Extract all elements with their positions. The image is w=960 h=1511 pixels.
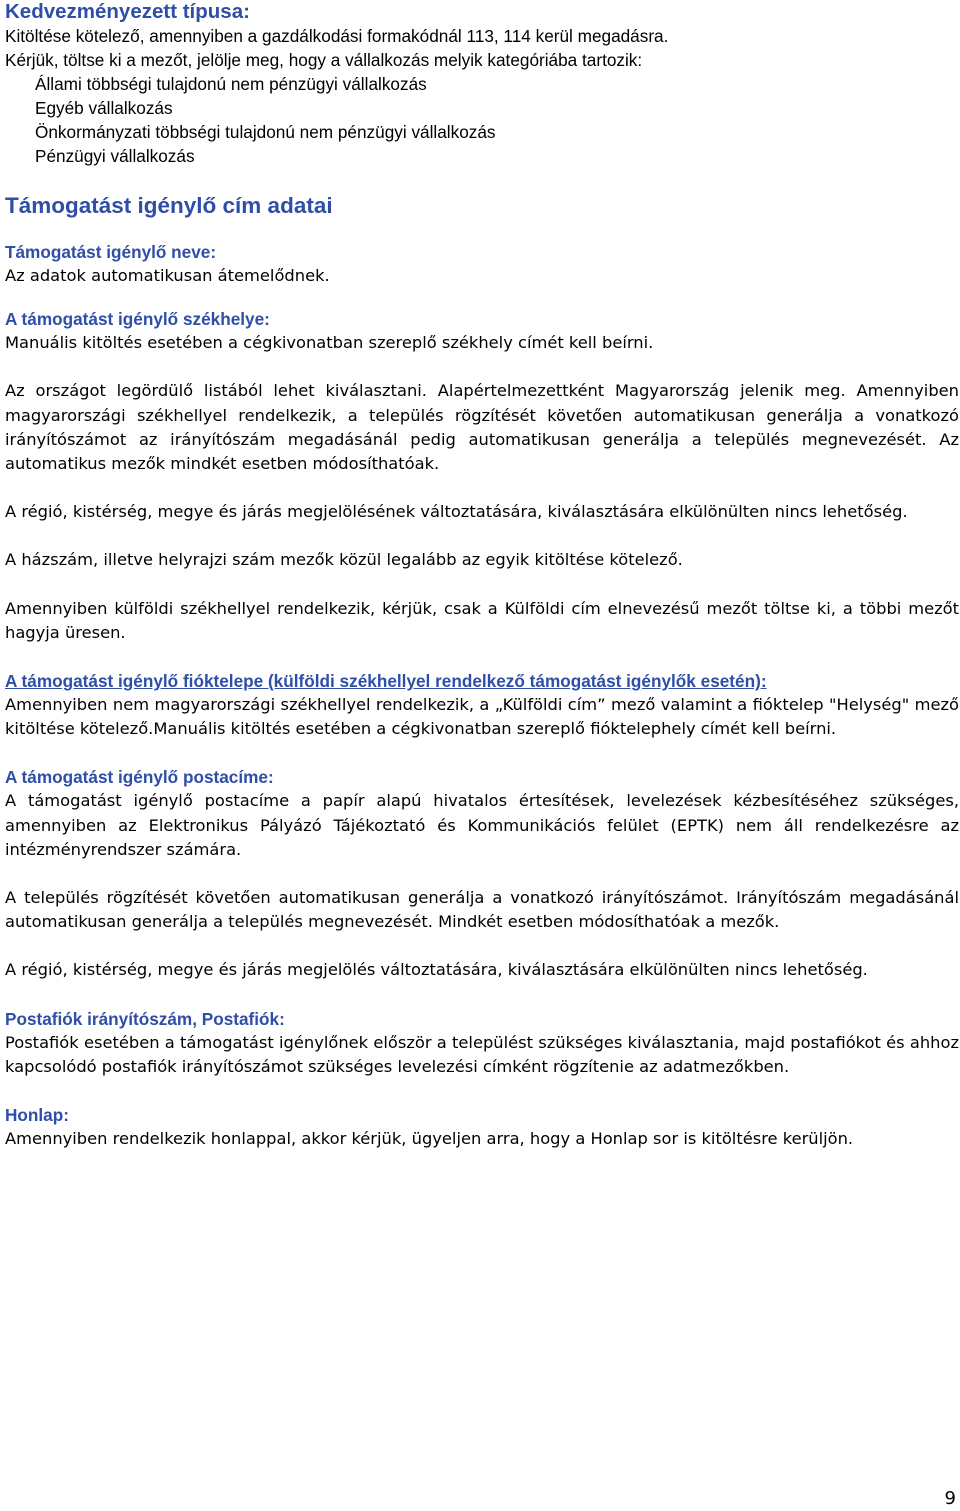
kedvezmenyezett-section xyxy=(5,0,959,168)
neve-title: Támogatást igénylő neve: xyxy=(5,242,217,262)
szekhely-p4: A házszám, illetve helyrajzi szám mezők közül legalább az egyik kitöltése kötelező. xyxy=(5,550,683,570)
postafiok-section xyxy=(5,1007,959,1079)
postafiok-p1: Postafiók esetében a támogatást igénylőnek először a települést szükséges kiválasztania, majd postafiókot és ahhoz kapcsolódó postafiók irányítószámot szükséges levelezési címként rögzítenie az adatmezőkben. xyxy=(5,1032,959,1076)
fioktelep-title: A támogatást igénylő fióktelepe (külföldi székhellyel rendelkező támogatást igénylők esetén): xyxy=(5,671,767,692)
kedvezmenyezett-line2: Kérjük, töltse ki a mezőt, jelölje meg, hogy a vállalkozás melyik kategóriába tartozik: xyxy=(5,50,643,70)
section-title-cim-adatai: Támogatást igénylő cím adatai xyxy=(5,193,333,218)
page-number: 9 xyxy=(944,1488,956,1509)
szekhely-p1: Manuális kitöltés esetében a cégkivonatban szereplő székhely címét kell beírni. xyxy=(5,333,654,353)
kedvezmenyezett-title: Kedvezményezett típusa: xyxy=(5,0,250,23)
szekhely-p2: Az országot legördülő listából lehet kiválasztani. Alapértelmezettként Magyarország jelenik meg. Amennyiben magyarországi székhellyel rendelkezik, a település rögzítését követően automatikusan generálja a vonatkozó irányítószámot az irányítószám megadásánál pedig automatikusan generálja a település megnevezését. Az automatikus mezők mindkét esetben módosíthatóak. xyxy=(5,381,959,474)
category-item-penzugyi: Pénzügyi vállalkozás xyxy=(35,146,195,166)
postacim-p3: A régió, kistérség, megye és járás megjelölés változtatására, kiválasztására elkülönülten nincs lehetőség. xyxy=(5,960,868,980)
szekhely-p5: Amennyiben külföldi székhellyel rendelkezik, kérjük, csak a Külföldi cím elnevezésű mezőt töltse ki, a többi mezőt hagyja üresen. xyxy=(5,598,959,642)
szekhely-p3: A régió, kistérség, megye és járás megjelölésének változtatására, kiválasztására elkülönülten nincs lehetőség. xyxy=(5,502,908,522)
fioktelep-p1: Amennyiben nem magyarországi székhellyel rendelkezik, a „Külföldi cím” mező valamint a fióktelep "Helység" mező kitöltése kötelező.Manuális kitöltés esetében a cégkivonatban szereplő fióktelephely címét kell beírni. xyxy=(5,695,959,739)
honlap-title: Honlap: xyxy=(5,1105,69,1126)
category-item-egyeb: Egyéb vállalkozás xyxy=(35,98,173,118)
postacim-p2: A település rögzítését követően automatikusan generálja a vonatkozó irányítószámot. Irányítószám megadásánál automatikusan generálja a település megnevezését. Mindkét esetben módosíthatóak a mezők. xyxy=(5,888,959,932)
neve-text: Az adatok automatikusan átemelődnek. xyxy=(5,266,330,285)
honlap-p1: Amennyiben rendelkezik honlappal, akkor kérjük, ügyeljen arra, hogy a Honlap sor is kitöltésre kerüljön. xyxy=(5,1129,854,1149)
honlap-section xyxy=(5,1103,959,1151)
document-page xyxy=(5,0,959,1151)
szekhely-title: A támogatást igénylő székhelye: xyxy=(5,309,270,330)
category-item-allami: Állami többségi tulajdonú nem pénzügyi vállalkozás xyxy=(35,74,427,94)
neve-section xyxy=(5,240,959,288)
postacim-section xyxy=(5,765,959,982)
postafiok-title: Postafiók irányítószám, Postafiók: xyxy=(5,1008,285,1029)
fioktelep-section xyxy=(5,669,959,741)
kedvezmenyezett-line1: Kitöltése kötelező, amennyiben a gazdálkodási formakódnál 113, 114 kerül megadásra. xyxy=(5,26,669,46)
szekhely-section xyxy=(5,307,959,645)
category-item-onkormanyzati: Önkormányzati többségi tulajdonú nem pénzügyi vállalkozás xyxy=(35,122,496,142)
postacim-p1: A támogatást igénylő postacíme a papír alapú hivatalos értesítések, levelezések kézbesítéséhez szükséges, amennyiben az Elektronikus Pályázó Tájékoztató és Kommunikációs felület (EPTK) nem áll rendelkezésre az intézményrendszer számára. xyxy=(5,791,959,859)
postacim-title: A támogatást igénylő postacíme: xyxy=(5,767,274,788)
